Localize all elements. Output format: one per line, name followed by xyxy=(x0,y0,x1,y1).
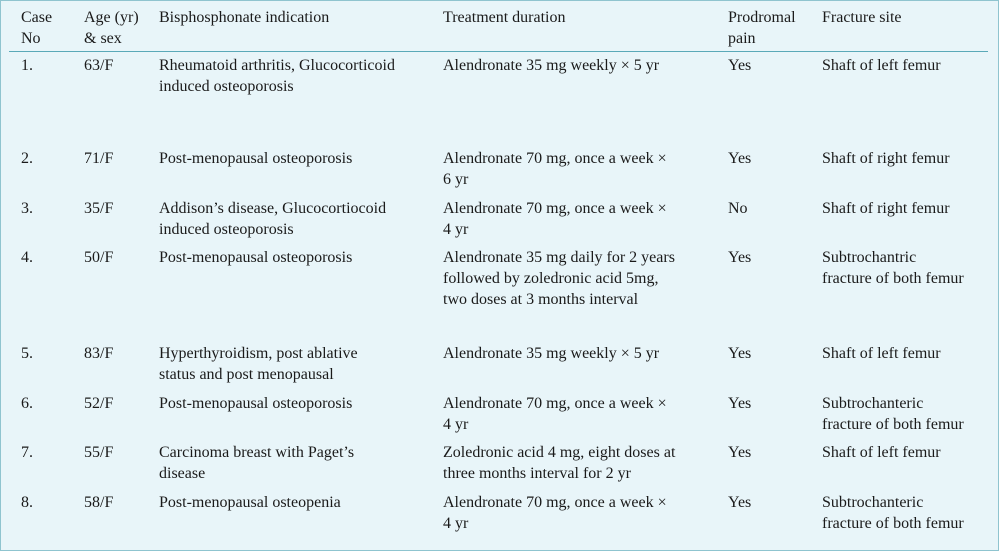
cell-line: induced osteoporosis xyxy=(159,78,294,95)
cell-line: disease xyxy=(159,465,206,482)
cell-indication xyxy=(159,442,354,484)
cell-case: 7. xyxy=(21,444,33,461)
cell-case: 8. xyxy=(21,494,33,511)
cell-age: 52/F xyxy=(84,395,114,412)
cell-indication xyxy=(159,247,352,268)
cell-duration xyxy=(443,247,675,310)
cell-indication xyxy=(159,148,352,169)
cell-line: Shaft of right femur xyxy=(822,200,950,217)
cell-line: Post-menopausal osteoporosis xyxy=(159,150,353,167)
cell-age: 63/F xyxy=(84,57,114,74)
cell-line: Alendronate 35 mg weekly × 5 yr xyxy=(443,345,660,362)
cell-age: 58/F xyxy=(84,494,114,511)
header-case-no xyxy=(21,7,52,49)
header-text: pain xyxy=(728,30,756,47)
header-age-sex xyxy=(84,7,139,49)
cell-line: status and post menopausal xyxy=(159,366,334,383)
cell-site xyxy=(822,492,964,534)
cell-line: Rheumatoid arthritis, Glucocorticoid xyxy=(159,57,395,74)
cell-duration xyxy=(443,55,659,76)
cell-line: 4 yr xyxy=(443,416,469,433)
header-prodromal-pain xyxy=(728,7,796,49)
cell-site xyxy=(822,247,964,289)
cell-indication xyxy=(159,343,358,385)
cell-indication xyxy=(159,393,352,414)
cell-age: 83/F xyxy=(84,345,114,362)
cell-line: Shaft of left femur xyxy=(822,57,941,74)
cell-duration xyxy=(443,148,667,190)
cell-site xyxy=(822,148,950,169)
cell-line: Carcinoma breast with Paget’s xyxy=(159,444,355,461)
cell-pain: Yes xyxy=(728,345,752,362)
header-indication xyxy=(159,7,329,28)
cell-line: 4 yr xyxy=(443,515,469,532)
cell-case: 3. xyxy=(21,200,33,217)
cell-pain: No xyxy=(728,200,748,217)
cell-line: fracture of both femur xyxy=(822,416,964,433)
cell-line: induced osteoporosis xyxy=(159,221,294,238)
cell-line: 4 yr xyxy=(443,221,469,238)
cell-site xyxy=(822,442,941,463)
cell-line: Alendronate 70 mg, once a week × xyxy=(443,395,667,412)
cell-line: Alendronate 35 mg daily for 2 years xyxy=(443,249,675,266)
cell-pain: Yes xyxy=(728,57,752,74)
cell-pain: Yes xyxy=(728,249,752,266)
header-fracture-site xyxy=(822,7,902,28)
header-text: Bisphosphonate indication xyxy=(159,9,330,26)
cell-duration xyxy=(443,343,659,364)
cell-line: Post-menopausal osteopenia xyxy=(159,494,341,511)
header-duration xyxy=(443,7,566,28)
header-text: & sex xyxy=(84,30,122,47)
header-text: Treatment duration xyxy=(443,9,566,26)
cell-indication xyxy=(159,198,386,240)
cell-line: Alendronate 70 mg, once a week × xyxy=(443,200,667,217)
cell-line: Alendronate 70 mg, once a week × xyxy=(443,494,667,511)
cell-line: 6 yr xyxy=(443,171,469,188)
header-text: Age (yr) xyxy=(84,9,139,26)
cell-line: Addison’s disease, Glucocortiocoid xyxy=(159,200,387,217)
cell-pain: Yes xyxy=(728,444,752,461)
header-text: Case xyxy=(21,9,53,26)
header-divider xyxy=(9,51,988,52)
cell-line: Alendronate 35 mg weekly × 5 yr xyxy=(443,57,660,74)
cell-line: Shaft of left femur xyxy=(822,444,941,461)
cell-line: fracture of both femur xyxy=(822,515,964,532)
cell-age: 35/F xyxy=(84,200,114,217)
cell-duration xyxy=(443,442,675,484)
cell-line: Zoledronic acid 4 mg, eight doses at xyxy=(443,444,676,461)
cell-line: Shaft of left femur xyxy=(822,345,941,362)
cell-case: 4. xyxy=(21,249,33,266)
cell-case: 1. xyxy=(21,57,33,74)
cell-indication xyxy=(159,492,341,513)
cell-pain: Yes xyxy=(728,395,752,412)
cell-pain: Yes xyxy=(728,150,752,167)
cell-line: Post-menopausal osteoporosis xyxy=(159,395,353,412)
cell-line: Subtrochanteric xyxy=(822,395,924,412)
header-text: Prodromal xyxy=(728,9,796,26)
cell-case: 2. xyxy=(21,150,33,167)
cell-line: Subtrochantric xyxy=(822,249,917,266)
cell-line: three months interval for 2 yr xyxy=(443,465,631,482)
cell-age: 50/F xyxy=(84,249,114,266)
cell-case: 5. xyxy=(21,345,33,362)
cell-case: 6. xyxy=(21,395,33,412)
cell-site xyxy=(822,55,941,76)
header-text: No xyxy=(21,30,41,47)
cell-line: Post-menopausal osteoporosis xyxy=(159,249,353,266)
cell-site xyxy=(822,198,950,219)
cell-pain: Yes xyxy=(728,494,752,511)
cell-line: Subtrochanteric xyxy=(822,494,924,511)
cell-duration xyxy=(443,198,667,240)
cell-site xyxy=(822,393,964,435)
cell-line: Alendronate 70 mg, once a week × xyxy=(443,150,667,167)
cell-line: Shaft of right femur xyxy=(822,150,950,167)
cell-age: 55/F xyxy=(84,444,114,461)
cell-site xyxy=(822,343,941,364)
cell-line: Hyperthyroidism, post ablative xyxy=(159,345,358,362)
cell-line: two doses at 3 months interval xyxy=(443,291,639,308)
cell-duration xyxy=(443,393,667,435)
cell-age: 71/F xyxy=(84,150,114,167)
cell-line: fracture of both femur xyxy=(822,270,964,287)
cell-duration xyxy=(443,492,667,534)
cell-line: followed by zoledronic acid 5mg, xyxy=(443,270,659,287)
header-text: Fracture site xyxy=(822,9,902,26)
cell-indication xyxy=(159,55,395,97)
